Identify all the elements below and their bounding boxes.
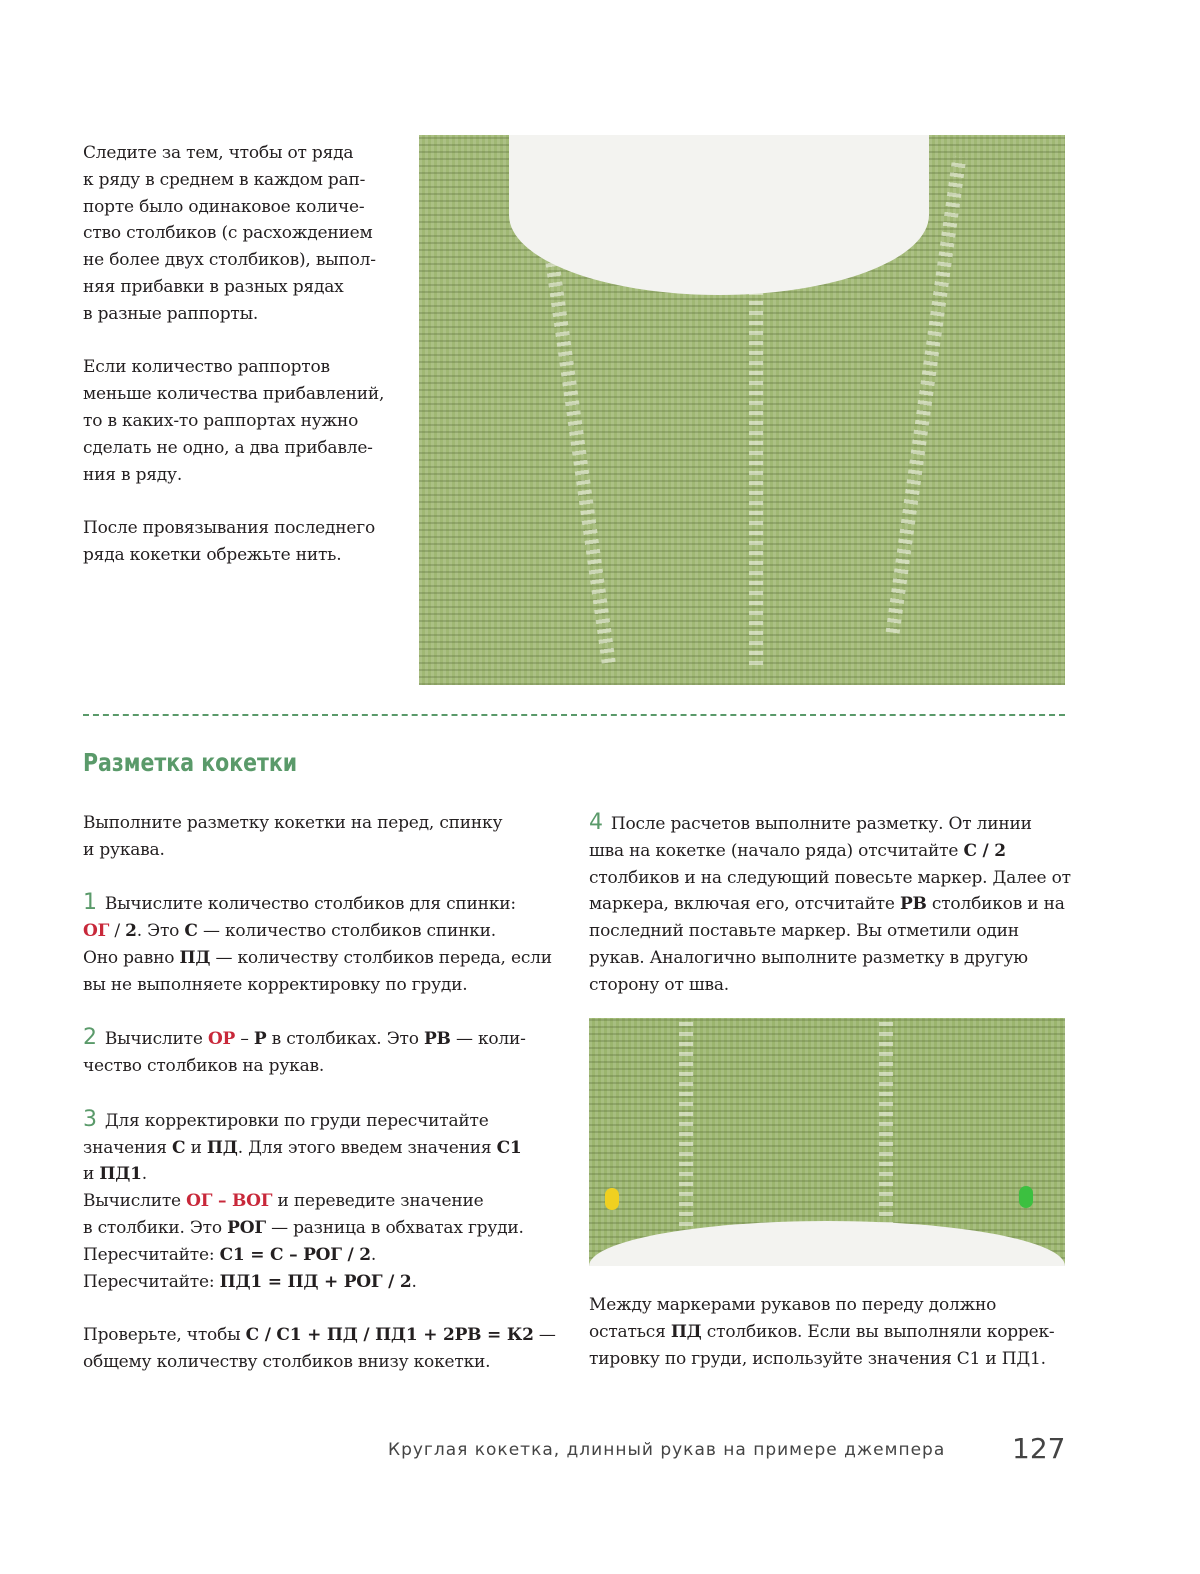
text-run: вы не выполняете корректировку по груди. — [83, 974, 468, 995]
section-title: Разметка кокетки — [83, 748, 298, 777]
formula-term: РВ — [899, 894, 927, 915]
formula-term: ПД — [670, 1321, 702, 1342]
text-line — [589, 972, 1071, 999]
paragraph-gap — [83, 328, 384, 355]
text-run: к ряду в среднем в каждом рап- — [83, 169, 366, 190]
paragraph — [83, 354, 384, 488]
right-column-text — [589, 810, 1071, 999]
text-line — [83, 515, 384, 542]
text-run: Вычислите — [104, 1029, 208, 1050]
formula-term: С / 2 — [963, 840, 1006, 861]
text-line — [83, 1188, 556, 1215]
paragraph — [589, 1292, 1054, 1372]
text-line — [83, 140, 384, 167]
text-run: Оно равно — [83, 947, 180, 968]
text-line — [83, 247, 384, 274]
section-divider — [83, 714, 1065, 716]
formula-term: ПД1 = ПД + РОГ / 2 — [219, 1271, 412, 1292]
text-line — [589, 1346, 1054, 1373]
photo-background — [589, 1221, 1065, 1266]
text-run: . Это — [136, 921, 185, 942]
formula-term: РВ — [423, 1029, 451, 1050]
paragraph — [83, 890, 556, 998]
text-run: Следите за тем, чтобы от ряда — [83, 143, 354, 163]
text-run: рукав. Аналогично выполните разметку в другую — [589, 947, 1028, 968]
text-line — [83, 1242, 556, 1269]
text-line — [589, 918, 1071, 945]
paragraph — [83, 1025, 556, 1080]
running-title: Круглая кокетка, длинный рукав на примере джемпера — [388, 1440, 946, 1460]
text-run: в столбиках. Это — [266, 1029, 424, 1050]
text-line — [83, 890, 556, 918]
text-run: Для корректировки по груди пересчитайте — [104, 1110, 489, 1131]
text-run: маркера, включая его, отсчитайте — [589, 894, 900, 915]
text-run: Вычислите количество столбиков для спинки: — [104, 894, 516, 915]
text-run: сторону от шва. — [589, 974, 729, 995]
formula-term: РОГ — [227, 1217, 266, 1238]
marked-yoke-photo — [589, 1018, 1065, 1266]
text-line — [83, 972, 556, 999]
text-run: в разные раппорты. — [83, 303, 259, 324]
text-run: няя прибавки в разных рядах — [83, 276, 344, 297]
text-run: Выполните разметку кокетки на перед, спинку — [83, 813, 503, 833]
formula-term: С / С1 + ПД / ПД1 + 2РВ = К2 — [245, 1325, 534, 1346]
paragraph — [83, 810, 556, 864]
text-line — [83, 1053, 556, 1080]
text-line — [589, 810, 1071, 838]
step-number: 3 — [83, 1106, 97, 1132]
neckline-background — [509, 135, 929, 295]
text-run: ряда кокетки обрежьте нить. — [83, 544, 342, 565]
text-run: чество столбиков на рукав. — [83, 1056, 325, 1077]
paragraph — [83, 140, 384, 328]
text-run: — коли- — [450, 1029, 526, 1050]
formula-term: С1 = С – РОГ / 2 — [219, 1244, 371, 1265]
paragraph — [83, 1322, 556, 1376]
formula-term: Р — [253, 1029, 267, 1050]
intro-text — [83, 140, 384, 569]
text-line — [83, 354, 384, 381]
text-run: порте было одинаковое количе- — [83, 196, 365, 217]
text-line — [83, 1025, 556, 1053]
page-number: 127 — [1012, 1432, 1066, 1465]
text-run: Если количество раппортов — [83, 357, 330, 378]
text-line — [83, 220, 384, 247]
text-line — [589, 1319, 1054, 1346]
text-run: Вычислите — [83, 1191, 187, 1212]
text-run: не более двух столбиков), выпол- — [83, 250, 376, 271]
text-run: последний поставьте маркер. Вы отметили один — [589, 921, 1019, 942]
text-run: ство столбиков (с расхождением — [83, 223, 373, 244]
text-line — [83, 274, 384, 301]
right-column-caption — [589, 1292, 1054, 1372]
text-run: Проверьте, чтобы — [83, 1325, 246, 1346]
text-run: / — [109, 921, 126, 942]
formula-term: С — [184, 921, 198, 942]
text-run: — разница в обхватах груди. — [265, 1217, 524, 1238]
text-run: После расчетов выполните разметку. От линии — [610, 814, 1032, 834]
text-line — [83, 194, 384, 221]
text-line — [83, 408, 384, 435]
formula-term: ОГ — [83, 921, 110, 942]
text-run: . — [370, 1244, 377, 1265]
text-run: тировку по груди, используйте значения С1 и ПД1. — [589, 1348, 1046, 1369]
text-line — [83, 945, 556, 972]
text-run: столбиков. Если вы выполняли коррек- — [701, 1321, 1055, 1342]
step-number: 4 — [589, 810, 603, 835]
step-number: 2 — [83, 1025, 97, 1051]
text-run: значения — [83, 1137, 173, 1158]
text-run: . Для этого введем значения — [237, 1137, 497, 1158]
text-run: и переведите значение — [272, 1191, 484, 1212]
text-line — [589, 865, 1071, 892]
text-run: — количеству столбиков переда, если — [210, 947, 552, 968]
text-line — [83, 1215, 556, 1242]
text-line — [83, 462, 384, 489]
text-run: Пересчитайте: — [83, 1244, 220, 1265]
text-run: Пересчитайте: — [83, 1271, 220, 1292]
text-run: и — [185, 1137, 207, 1158]
text-run: в столбики. Это — [83, 1217, 228, 1238]
text-run: . — [411, 1271, 417, 1292]
paragraph-gap — [83, 999, 556, 1026]
text-line — [83, 837, 556, 864]
paragraph-gap — [83, 864, 556, 891]
paragraph-gap — [83, 1295, 556, 1322]
formula-term: С1 — [496, 1137, 522, 1158]
text-run: столбиков и на — [926, 894, 1065, 915]
text-line — [589, 945, 1071, 972]
formula-term: ОГ – ВОГ — [186, 1191, 273, 1212]
green-stitch-marker — [1019, 1186, 1033, 1208]
text-run: – — [235, 1029, 254, 1050]
text-line — [83, 1269, 556, 1296]
text-run: сделать не одно, а два прибавле- — [83, 437, 373, 458]
text-line — [83, 1161, 556, 1188]
paragraph — [589, 810, 1071, 999]
text-run: — количество столбиков спинки. — [197, 921, 497, 942]
text-line — [589, 838, 1071, 865]
text-line — [83, 542, 384, 569]
paragraph — [83, 1107, 556, 1296]
paragraph — [83, 515, 384, 569]
text-run: меньше количества прибавлений, — [83, 384, 385, 405]
text-run: — — [533, 1325, 556, 1346]
paragraph-gap — [83, 1080, 556, 1107]
text-run: ния в ряду. — [83, 464, 183, 485]
formula-term: 2 — [125, 921, 137, 942]
crochet-yoke-photo — [419, 135, 1065, 685]
text-line — [83, 167, 384, 194]
paragraph-gap — [83, 488, 384, 515]
formula-term: ПД1 — [99, 1164, 142, 1185]
text-line — [83, 1107, 556, 1135]
text-run: и рукава. — [83, 839, 165, 860]
text-line — [589, 1292, 1054, 1319]
text-line — [83, 381, 384, 408]
text-line — [83, 1322, 556, 1349]
text-run: шва на кокетке (начало ряда) отсчитайте — [589, 840, 964, 861]
text-run: и — [83, 1164, 100, 1185]
left-column-text — [83, 810, 556, 1376]
text-run: то в каких-то раппортах нужно — [83, 410, 359, 431]
text-run: Между маркерами рукавов по переду должно — [589, 1295, 997, 1315]
formula-term: ПД — [179, 947, 211, 968]
text-run: общему количеству столбиков внизу кокетки. — [83, 1351, 491, 1372]
formula-term: ОР — [207, 1029, 236, 1050]
formula-term: С — [172, 1137, 186, 1158]
text-line — [83, 1349, 556, 1376]
text-line — [589, 891, 1071, 918]
text-line — [83, 810, 556, 837]
step-number: 1 — [83, 890, 97, 916]
formula-term: ПД — [206, 1137, 238, 1158]
text-line — [83, 918, 556, 945]
yellow-stitch-marker — [605, 1188, 619, 1210]
text-line — [83, 301, 384, 328]
text-run: столбиков и на следующий повесьте маркер. Далее от — [589, 867, 1071, 888]
text-run: После провязывания последнего — [83, 518, 376, 539]
text-run: остаться — [589, 1321, 671, 1342]
text-line — [83, 1135, 556, 1162]
text-line — [83, 435, 384, 462]
text-run: . — [141, 1164, 147, 1185]
